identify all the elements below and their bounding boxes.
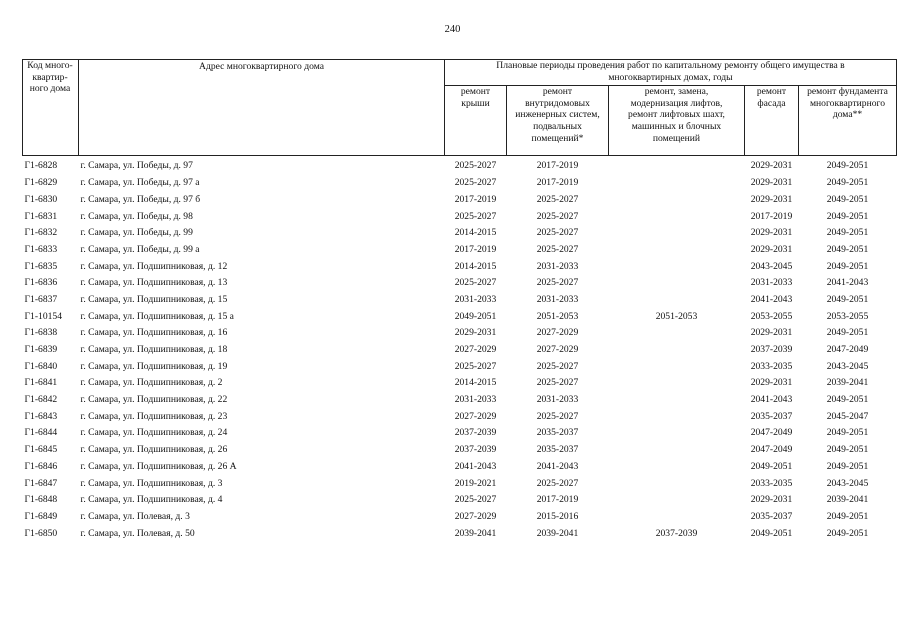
cell-elevators	[609, 508, 745, 525]
table-row	[23, 475, 897, 492]
cell-systems: 2041-2043	[536, 460, 579, 472]
cell-elevators	[609, 325, 745, 342]
cell-elevators	[609, 392, 745, 409]
cell-foundation: 2049-2051	[826, 510, 869, 522]
cell-systems: 2031-2033	[536, 293, 579, 305]
cell-facade: 2031-2033	[750, 277, 793, 289]
cell-elevators	[609, 275, 745, 292]
cell-foundation: 2047-2049	[826, 344, 869, 356]
cell-address: г. Самара, ул. Подшипниковая, д. 18	[80, 344, 228, 356]
column-header-elevators: ремонт, замена, модернизация лифтов, ремонт лифтовых шахт, машинных и блочных помещений	[609, 86, 745, 156]
cell-code: Г1-6832	[24, 227, 58, 239]
cell-foundation: 2049-2051	[826, 210, 869, 222]
cell-elevators	[609, 175, 745, 192]
cell-foundation: 2049-2051	[826, 327, 869, 339]
cell-address: г. Самара, ул. Подшипниковая, д. 26 А	[80, 460, 237, 472]
cell-roof: 2039-2041	[454, 527, 497, 539]
table-row	[23, 425, 897, 442]
cell-foundation: 2049-2051	[826, 293, 869, 305]
cell-facade: 2029-2031	[750, 494, 793, 506]
cell-address: г. Самара, ул. Победы, д. 97	[80, 160, 193, 172]
column-header-roof: ремонт крыши	[445, 86, 507, 156]
cell-facade: 2033-2035	[750, 360, 793, 372]
cell-elevators	[609, 375, 745, 392]
table-row	[23, 225, 897, 242]
cell-elevators	[609, 191, 745, 208]
cell-address: г. Самара, ул. Полевая, д. 50	[80, 527, 195, 539]
cell-roof: 2037-2039	[454, 427, 497, 439]
cell-address: г. Самара, ул. Подшипниковая, д. 19	[80, 360, 228, 372]
cell-facade: 2047-2049	[750, 427, 793, 439]
cell-code: Г1-6829	[24, 177, 58, 189]
cell-elevators	[609, 208, 745, 225]
cell-address: г. Самара, ул. Подшипниковая, д. 24	[80, 427, 228, 439]
cell-systems: 2025-2027	[536, 210, 579, 222]
cell-systems: 2027-2029	[536, 327, 579, 339]
column-header-address: Адрес многоквартирного дома	[79, 60, 445, 156]
cell-code: Г1-6848	[24, 494, 58, 506]
cell-address: г. Самара, ул. Подшипниковая, д. 15 а	[80, 310, 234, 322]
table-row	[23, 325, 897, 342]
cell-code: Г1-6840	[24, 360, 58, 372]
cell-address: г. Самара, ул. Подшипниковая, д. 4	[80, 494, 223, 506]
cell-facade: 2029-2031	[750, 177, 793, 189]
cell-roof: 2017-2019	[454, 193, 497, 205]
cell-systems: 2025-2027	[536, 377, 579, 389]
cell-facade: 2043-2045	[750, 260, 793, 272]
cell-foundation: 2053-2055	[826, 310, 869, 322]
table-row	[23, 292, 897, 309]
cell-code: Г1-6850	[24, 527, 58, 539]
table-row	[23, 458, 897, 475]
cell-systems: 2031-2033	[536, 260, 579, 272]
cell-address: г. Самара, ул. Победы, д. 97 б	[80, 193, 201, 205]
cell-foundation: 2039-2041	[826, 377, 869, 389]
cell-address: г. Самара, ул. Победы, д. 99	[80, 227, 193, 239]
table-row	[23, 492, 897, 509]
page-number: 240	[444, 24, 461, 35]
table-row	[23, 342, 897, 359]
cell-foundation: 2039-2041	[826, 494, 869, 506]
cell-code: Г1-10154	[24, 310, 63, 322]
cell-code: Г1-6836	[24, 277, 58, 289]
cell-code: Г1-6830	[24, 193, 58, 205]
column-header-foundation: ремонт фундамента многоквартирного дома**	[799, 86, 897, 156]
cell-facade: 2029-2031	[750, 193, 793, 205]
cell-facade: 2029-2031	[750, 327, 793, 339]
cell-systems: 2025-2027	[536, 477, 579, 489]
table-row	[23, 442, 897, 459]
cell-foundation: 2049-2051	[826, 160, 869, 172]
cell-address: г. Самара, ул. Подшипниковая, д. 3	[80, 477, 223, 489]
cell-facade: 2041-2043	[750, 394, 793, 406]
cell-address: г. Самара, ул. Подшипниковая, д. 22	[80, 394, 228, 406]
table-row	[23, 525, 897, 542]
cell-systems: 2027-2029	[536, 344, 579, 356]
table-row	[23, 191, 897, 208]
cell-systems: 2017-2019	[536, 177, 579, 189]
cell-foundation: 2049-2051	[826, 460, 869, 472]
cell-facade: 2029-2031	[750, 377, 793, 389]
cell-roof: 2014-2015	[454, 377, 497, 389]
cell-elevators	[609, 292, 745, 309]
cell-code: Г1-6846	[24, 460, 58, 472]
cell-facade: 2017-2019	[750, 210, 793, 222]
column-header-code: Код много- квартир- ного дома	[23, 60, 79, 156]
cell-code: Г1-6835	[24, 260, 58, 272]
cell-facade: 2047-2049	[750, 444, 793, 456]
cell-roof: 2025-2027	[454, 277, 497, 289]
cell-roof: 2014-2015	[454, 260, 497, 272]
cell-roof: 2019-2021	[454, 477, 497, 489]
cell-code: Г1-6844	[24, 427, 58, 439]
cell-facade: 2029-2031	[750, 243, 793, 255]
cell-systems: 2025-2027	[536, 360, 579, 372]
column-header-planned-periods: Плановые периоды проведения работ по капитальному ремонту общего имущества в многоквартирных домах, годы	[445, 60, 897, 86]
cell-foundation: 2049-2051	[826, 527, 869, 539]
cell-foundation: 2049-2051	[826, 394, 869, 406]
cell-code: Г1-6833	[24, 243, 58, 255]
cell-facade: 2049-2051	[750, 527, 793, 539]
cell-foundation: 2043-2045	[826, 477, 869, 489]
cell-systems: 2035-2037	[536, 427, 579, 439]
cell-address: г. Самара, ул. Подшипниковая, д. 12	[80, 260, 228, 272]
cell-facade: 2035-2037	[750, 410, 793, 422]
cell-elevators	[609, 258, 745, 275]
cell-systems: 2035-2037	[536, 444, 579, 456]
cell-foundation: 2049-2051	[826, 243, 869, 255]
table-row	[23, 508, 897, 525]
cell-roof: 2027-2029	[454, 510, 497, 522]
table-row	[23, 308, 897, 325]
cell-code: Г1-6843	[24, 410, 58, 422]
cell-foundation: 2049-2051	[826, 444, 869, 456]
cell-facade: 2029-2031	[750, 160, 793, 172]
cell-foundation: 2049-2051	[826, 427, 869, 439]
cell-foundation: 2043-2045	[826, 360, 869, 372]
table-row	[23, 358, 897, 375]
cell-elevators	[609, 408, 745, 425]
capital-repair-table	[22, 59, 897, 542]
cell-foundation: 2045-2047	[826, 410, 869, 422]
cell-systems: 2031-2033	[536, 394, 579, 406]
table-row	[23, 241, 897, 258]
cell-elevators: 2051-2053	[655, 310, 698, 322]
cell-foundation: 2049-2051	[826, 227, 869, 239]
cell-elevators: 2037-2039	[655, 527, 698, 539]
table-row	[23, 375, 897, 392]
cell-elevators	[609, 225, 745, 242]
cell-systems: 2017-2019	[536, 494, 579, 506]
cell-address: г. Самара, ул. Подшипниковая, д. 16	[80, 327, 228, 339]
cell-roof: 2025-2027	[454, 210, 497, 222]
cell-roof: 2049-2051	[454, 310, 497, 322]
cell-systems: 2025-2027	[536, 410, 579, 422]
cell-elevators	[609, 475, 745, 492]
cell-address: г. Самара, ул. Полевая, д. 3	[80, 510, 190, 522]
cell-foundation: 2049-2051	[826, 193, 869, 205]
cell-facade: 2033-2035	[750, 477, 793, 489]
cell-elevators	[609, 156, 745, 175]
cell-code: Г1-6837	[24, 293, 58, 305]
cell-code: Г1-6838	[24, 327, 58, 339]
cell-roof: 2017-2019	[454, 243, 497, 255]
cell-facade: 2035-2037	[750, 510, 793, 522]
table-row	[23, 208, 897, 225]
table-row	[23, 408, 897, 425]
cell-facade: 2029-2031	[750, 227, 793, 239]
cell-code: Г1-6842	[24, 394, 58, 406]
cell-address: г. Самара, ул. Подшипниковая, д. 15	[80, 293, 228, 305]
cell-code: Г1-6828	[24, 160, 58, 172]
cell-roof: 2025-2027	[454, 177, 497, 189]
cell-code: Г1-6831	[24, 210, 58, 222]
cell-systems: 2017-2019	[536, 160, 579, 172]
cell-roof: 2037-2039	[454, 444, 497, 456]
cell-roof: 2025-2027	[454, 360, 497, 372]
cell-address: г. Самара, ул. Подшипниковая, д. 13	[80, 277, 228, 289]
cell-code: Г1-6849	[24, 510, 58, 522]
table-row	[23, 156, 897, 175]
cell-foundation: 2049-2051	[826, 177, 869, 189]
cell-systems: 2051-2053	[536, 310, 579, 322]
cell-systems: 2025-2027	[536, 277, 579, 289]
cell-code: Г1-6845	[24, 444, 58, 456]
cell-facade: 2037-2039	[750, 344, 793, 356]
cell-elevators	[609, 492, 745, 509]
cell-foundation: 2041-2043	[826, 277, 869, 289]
column-header-facade: ремонт фасада	[745, 86, 799, 156]
table-row	[23, 175, 897, 192]
cell-roof: 2031-2033	[454, 394, 497, 406]
cell-systems: 2015-2016	[536, 510, 579, 522]
cell-code: Г1-6839	[24, 344, 58, 356]
cell-elevators	[609, 241, 745, 258]
cell-address: г. Самара, ул. Победы, д. 98	[80, 210, 193, 222]
table-row	[23, 275, 897, 292]
cell-roof: 2027-2029	[454, 410, 497, 422]
cell-roof: 2031-2033	[454, 293, 497, 305]
cell-roof: 2025-2027	[454, 160, 497, 172]
cell-foundation: 2049-2051	[826, 260, 869, 272]
cell-code: Г1-6841	[24, 377, 58, 389]
column-header-systems: ремонт внутридомовых инженерных систем, подвальных помещений*	[507, 86, 609, 156]
cell-address: г. Самара, ул. Подшипниковая, д. 2	[80, 377, 223, 389]
cell-roof: 2041-2043	[454, 460, 497, 472]
table-row	[23, 392, 897, 409]
cell-facade: 2041-2043	[750, 293, 793, 305]
cell-systems: 2039-2041	[536, 527, 579, 539]
cell-elevators	[609, 358, 745, 375]
cell-elevators	[609, 425, 745, 442]
cell-code: Г1-6847	[24, 477, 58, 489]
cell-facade: 2049-2051	[750, 460, 793, 472]
table-row	[23, 258, 897, 275]
cell-roof: 2027-2029	[454, 344, 497, 356]
cell-address: г. Самара, ул. Подшипниковая, д. 23	[80, 410, 228, 422]
cell-facade: 2053-2055	[750, 310, 793, 322]
cell-systems: 2025-2027	[536, 227, 579, 239]
cell-roof: 2025-2027	[454, 494, 497, 506]
cell-address: г. Самара, ул. Подшипниковая, д. 26	[80, 444, 228, 456]
cell-elevators	[609, 458, 745, 475]
cell-roof: 2014-2015	[454, 227, 497, 239]
cell-elevators	[609, 342, 745, 359]
cell-systems: 2025-2027	[536, 193, 579, 205]
cell-elevators	[609, 442, 745, 459]
cell-systems: 2025-2027	[536, 243, 579, 255]
cell-roof: 2029-2031	[454, 327, 497, 339]
cell-address: г. Самара, ул. Победы, д. 97 а	[80, 177, 200, 189]
cell-address: г. Самара, ул. Победы, д. 99 а	[80, 243, 200, 255]
